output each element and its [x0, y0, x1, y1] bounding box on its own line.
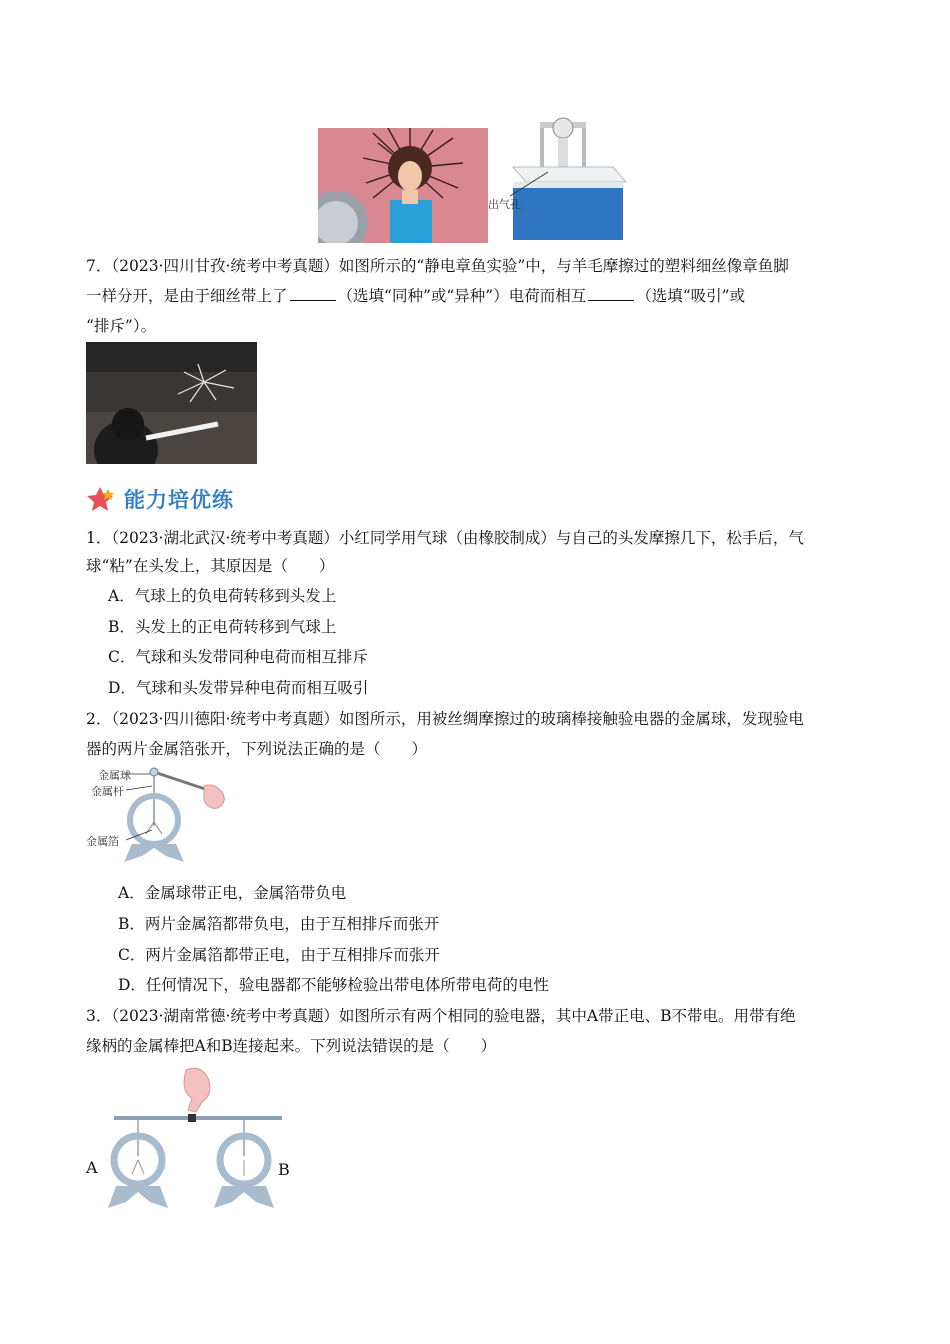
q2-option-c[interactable]: C．两片金属箔都带正电，由于互相排斥而张开	[118, 946, 440, 964]
section-title: 能力培优练	[124, 488, 234, 512]
q3-line-2: 缘柄的金属棒把A和B连接起来。下列说法错误的是（ ）	[86, 1037, 497, 1055]
q7-blank-2[interactable]	[588, 286, 634, 301]
q1-option-d[interactable]: D．气球和头发带异种电荷而相互吸引	[108, 679, 369, 697]
q1-option-b[interactable]: B．头发上的正电荷转移到气球上	[108, 618, 337, 636]
q1-line-1: 1．（2023·湖北武汉·统考中考真题）小红同学用气球（由橡胶制成）与自己的头发摩擦几下，松手后，气	[86, 529, 804, 547]
q1-option-c[interactable]: C．气球和头发带同种电荷而相互排斥	[108, 648, 368, 666]
octopus-experiment-photo	[86, 342, 257, 464]
electroscope-figure	[86, 764, 238, 868]
metal-ball-label: 金属球	[98, 769, 131, 782]
q2-line-2: 器的两片金属箔张开，下列说法正确的是（ ）	[86, 740, 428, 758]
air-outlet-label: 出气孔	[488, 198, 521, 211]
q3-line-1: 3．（2023·湖南常德·统考中考真题）如图所示有两个相同的验电器，其中A带正电、B不带电。用带有绝	[86, 1007, 796, 1025]
metal-rod-label: 金属杆	[91, 785, 124, 798]
section-header	[86, 484, 234, 514]
q7-blank-1[interactable]	[290, 286, 336, 301]
q7-line-2	[86, 286, 745, 306]
q2-line-1: 2．（2023·四川德阳·统考中考真题）如图所示，用被丝绸摩擦过的玻璃棒接触验电器的金属球，发现验电	[86, 710, 804, 728]
q7-line-2c: （选填“吸引”或	[636, 287, 746, 305]
q2-option-b[interactable]: B．两片金属箔都带负电，由于互相排斥而张开	[118, 915, 440, 933]
two-electroscopes-figure	[86, 1064, 298, 1216]
q7-line-3: “排斥”）。	[86, 317, 157, 335]
q7-line-2b: （选填“同种”或“异种”）电荷而相互	[337, 287, 587, 305]
q2-option-d[interactable]: D．任何情况下，验电器都不能够检验出带电体所带电荷的电性	[118, 976, 549, 994]
q1-option-a[interactable]: A．气球上的负电荷转移到头发上	[108, 587, 337, 605]
q1-line-2: 球“粘”在头发上，其原因是（ ）	[86, 557, 335, 575]
generator-apparatus-figure	[488, 112, 628, 243]
electroscope-b-label: B	[278, 1160, 290, 1179]
q7-line-1: 7．（2023·四川甘孜·统考中考真题）如图所示的“静电章鱼实验”中，与羊毛摩擦过的塑料细丝像章鱼脚	[86, 257, 789, 275]
star-icon	[86, 486, 116, 512]
hair-static-photo	[318, 128, 488, 243]
electroscope-a-label: A	[86, 1158, 98, 1177]
q2-option-a[interactable]: A．金属球带正电，金属箔带负电	[118, 884, 347, 902]
q7-line-2a: 一样分开，是由于细丝带上了	[86, 287, 288, 305]
metal-foil-label: 金属箔	[86, 835, 119, 848]
